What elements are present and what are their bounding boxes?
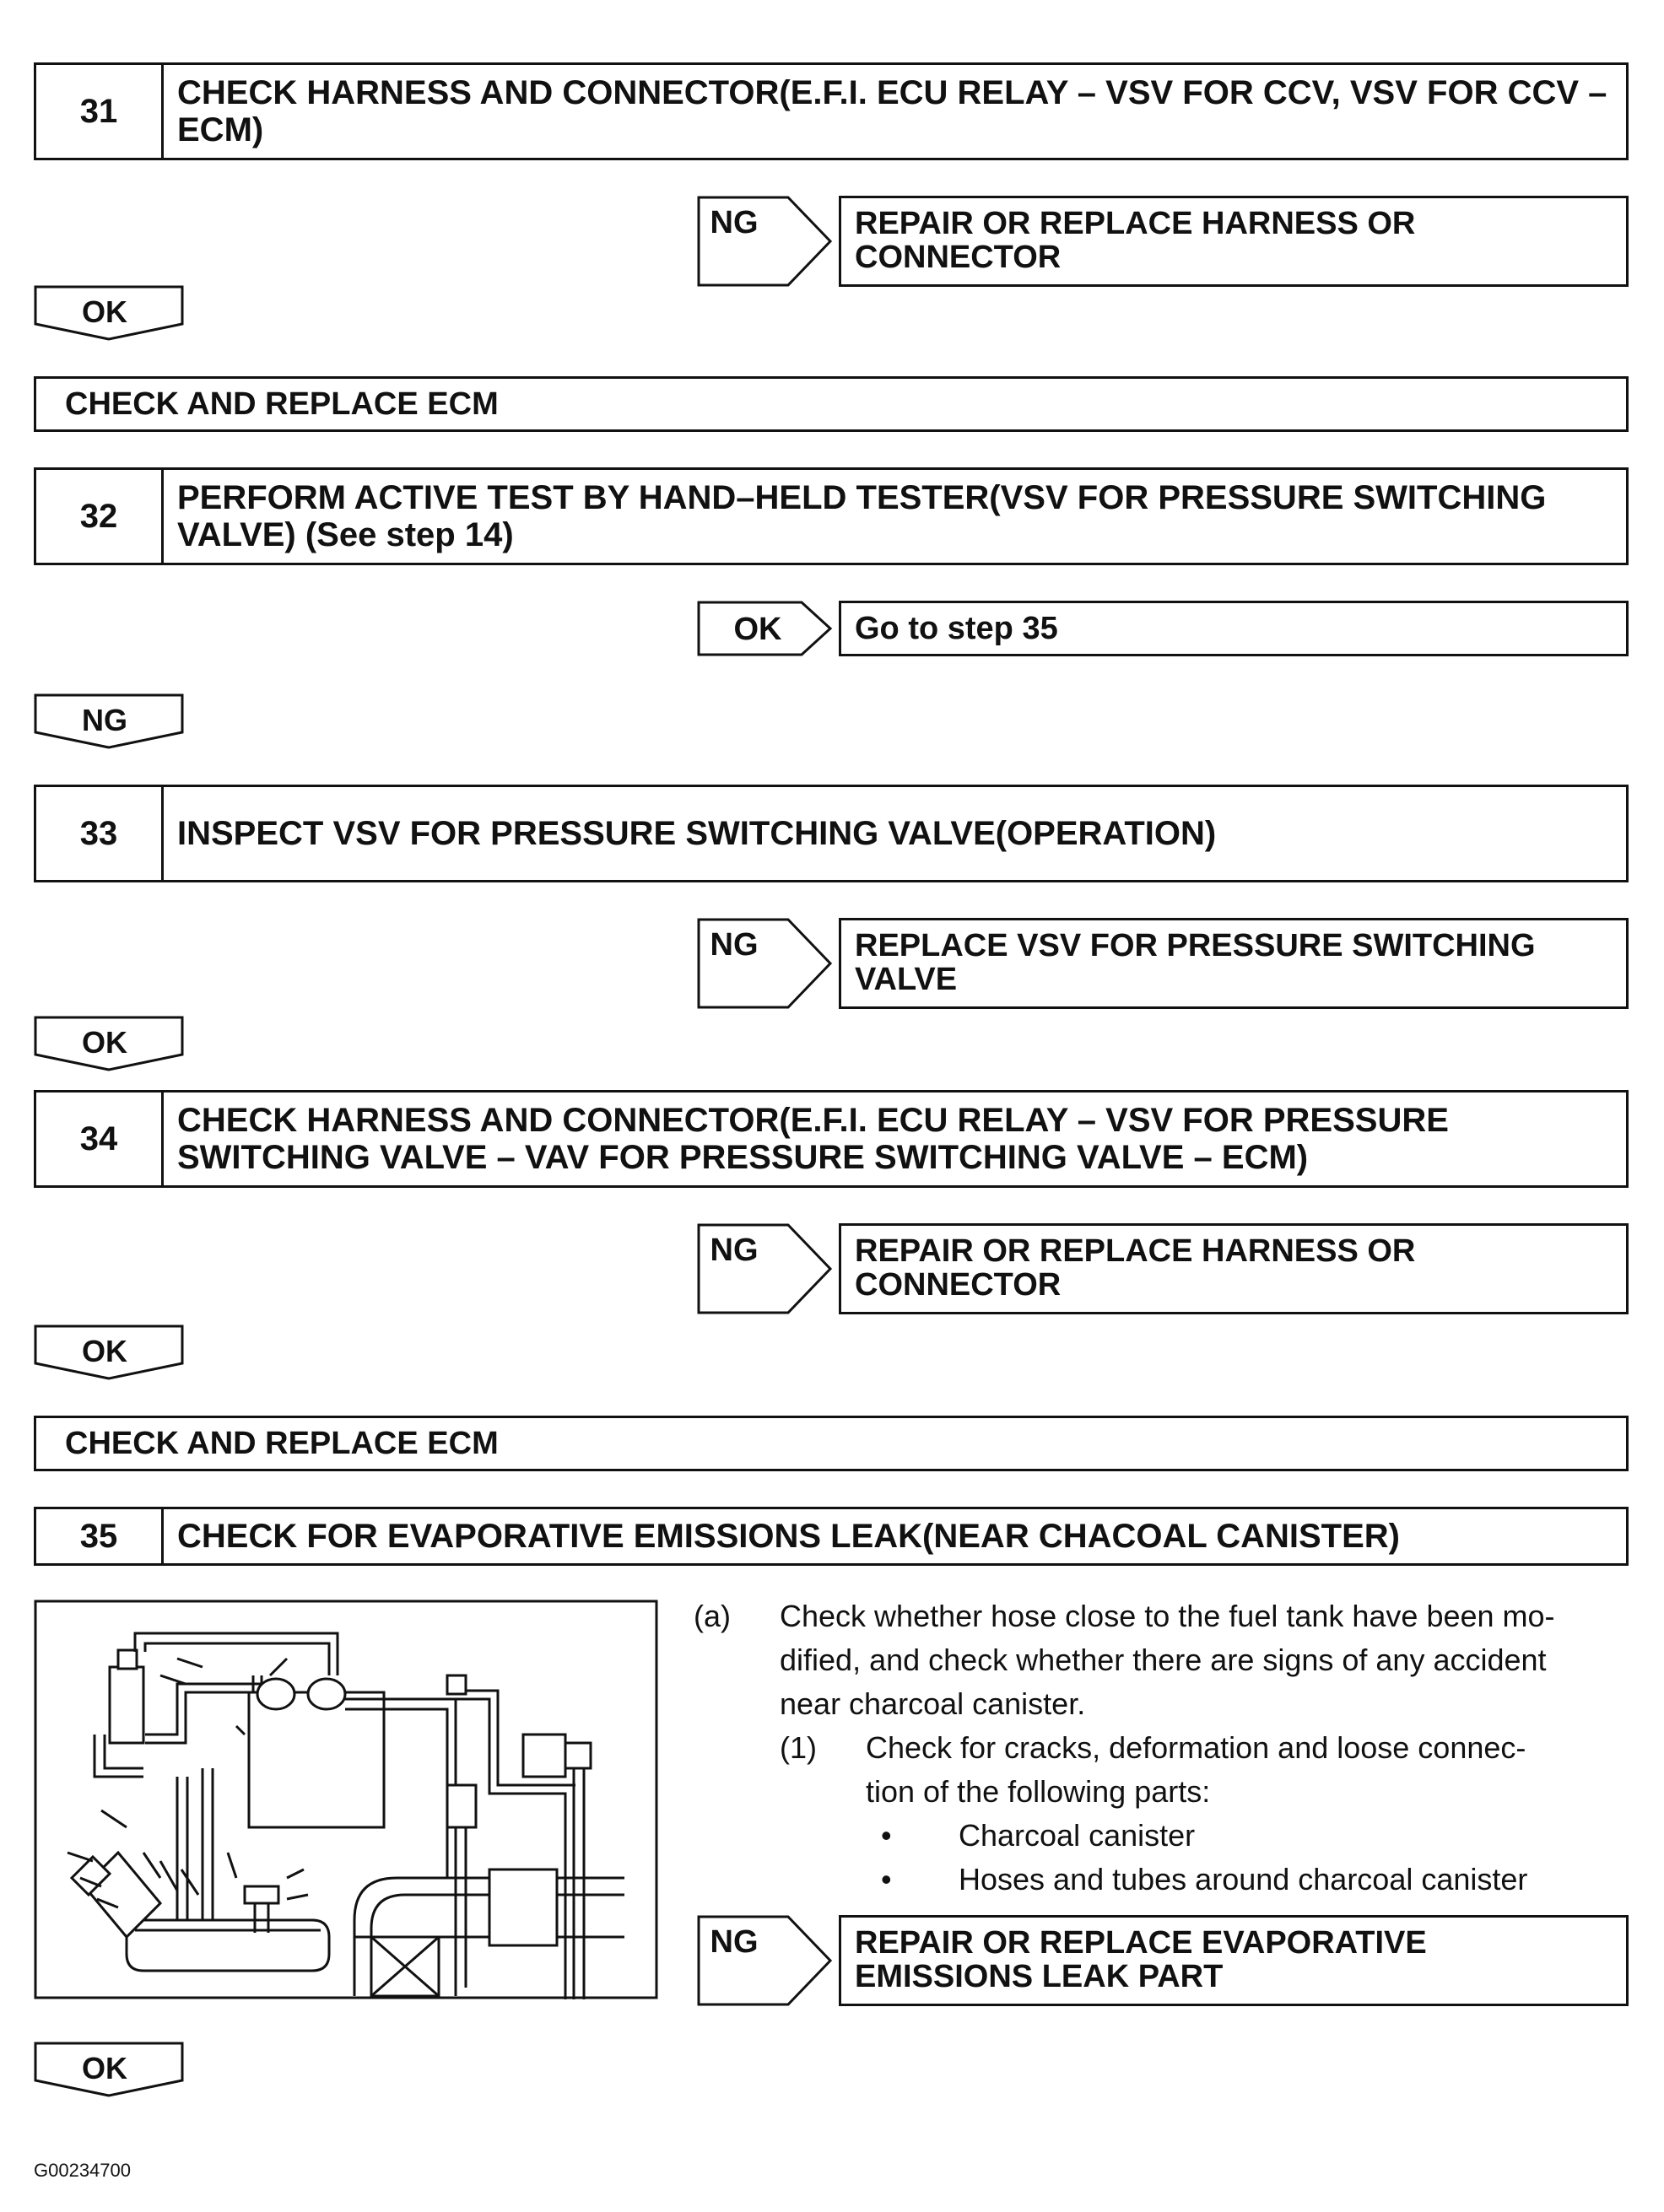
charcoal-canister-illustration bbox=[34, 1600, 658, 1999]
step-a-line: dified, and check whether there are signs of any accident bbox=[780, 1643, 1547, 1677]
step-32-header bbox=[34, 467, 1629, 565]
ng-down-arrow bbox=[34, 693, 186, 749]
step-title: CHECK HARNESS AND CONNECTOR(E.F.I. ECU RELAY – VSV FOR PRESSURE SWITCHING VALVE – VAV FOR PRESSURE SWITCHING VALVE – ECM) bbox=[177, 1102, 1449, 1176]
go-to-step-35-result bbox=[839, 601, 1629, 656]
ok-down-arrow bbox=[34, 285, 186, 341]
step-title: INSPECT VSV FOR PRESSURE SWITCHING VALVE(OPERATION) bbox=[177, 815, 1217, 852]
replace-vsv-result bbox=[839, 918, 1629, 1009]
step-number: 35 bbox=[36, 1509, 164, 1563]
step-34-header bbox=[34, 1090, 1629, 1188]
step-number: 32 bbox=[36, 470, 164, 563]
ng-label: NG bbox=[710, 927, 759, 963]
step-title: CHECK HARNESS AND CONNECTOR(E.F.I. ECU RELAY – VSV FOR CCV, VSV FOR CCV – ECM) bbox=[177, 74, 1607, 148]
ok-label: OK bbox=[82, 1334, 127, 1368]
bullet-icon: • bbox=[881, 1862, 892, 1896]
ok-label: OK bbox=[82, 294, 127, 329]
repair-harness-result bbox=[839, 1223, 1629, 1314]
ng-label: NG bbox=[710, 1233, 759, 1268]
result-line: CONNECTOR bbox=[855, 240, 1062, 275]
substep-1-line: tion of the following parts: bbox=[866, 1774, 1211, 1809]
result-line: EMISSIONS LEAK PART bbox=[855, 1959, 1224, 1994]
ok-label: OK bbox=[82, 1025, 127, 1060]
ok-down-arrow bbox=[34, 1325, 186, 1380]
step-title: CHECK FOR EVAPORATIVE EMISSIONS LEAK(NEAR CHACOAL CANISTER) bbox=[177, 1518, 1400, 1555]
ok-label: OK bbox=[733, 612, 782, 647]
result-line: REPLACE VSV FOR PRESSURE SWITCHING bbox=[855, 928, 1536, 963]
repair-evap-leak-result bbox=[839, 1915, 1629, 2006]
bullet-icon: • bbox=[881, 1818, 892, 1853]
ok-down-arrow bbox=[34, 1016, 186, 1071]
ok-down-arrow bbox=[34, 2042, 186, 2097]
substep-1-line: Check for cracks, deformation and loose connec- bbox=[866, 1730, 1526, 1765]
ng-label: NG bbox=[710, 205, 759, 240]
figure-id: G00234700 bbox=[34, 2160, 131, 2181]
substep-1-label: (1) bbox=[780, 1730, 817, 1765]
step-a-line: Check whether hose close to the fuel tank have been mo- bbox=[780, 1599, 1555, 1633]
repair-harness-result bbox=[839, 196, 1629, 287]
bullet-item: Charcoal canister bbox=[959, 1818, 1196, 1853]
ok-arrow-tag bbox=[697, 601, 834, 656]
step-33-header bbox=[34, 785, 1629, 882]
step-number: 33 bbox=[36, 787, 164, 880]
result-line: REPAIR OR REPLACE HARNESS OR bbox=[855, 206, 1416, 241]
result-line: VALVE bbox=[855, 962, 958, 997]
ng-arrow-tag bbox=[697, 918, 834, 1009]
instruction-block bbox=[685, 1594, 1630, 1898]
bullet-item: Hoses and tubes around charcoal canister bbox=[959, 1862, 1528, 1896]
check-replace-ecm-action: CHECK AND REPLACE ECM bbox=[34, 376, 1629, 432]
step-a-line: near charcoal canister. bbox=[780, 1686, 1086, 1721]
ng-arrow-tag bbox=[697, 1223, 834, 1314]
step-31-header bbox=[34, 62, 1629, 160]
result-line: REPAIR OR REPLACE EVAPORATIVE bbox=[855, 1925, 1427, 1961]
ng-arrow-tag bbox=[697, 1915, 834, 2006]
ok-label: OK bbox=[82, 2051, 127, 2085]
step-a-label: (a) bbox=[694, 1599, 731, 1633]
result-line: CONNECTOR bbox=[855, 1267, 1062, 1303]
step-title: PERFORM ACTIVE TEST BY HAND–HELD TESTER(VSV FOR PRESSURE SWITCHING VALVE) (See step 14) bbox=[177, 479, 1547, 553]
check-replace-ecm-action: CHECK AND REPLACE ECM bbox=[34, 1416, 1629, 1471]
step-number: 31 bbox=[36, 65, 164, 158]
ng-arrow-tag bbox=[697, 196, 834, 287]
step-number: 34 bbox=[36, 1093, 164, 1185]
result-line: Go to step 35 bbox=[855, 611, 1058, 646]
step-35-header bbox=[34, 1507, 1629, 1566]
ng-label: NG bbox=[710, 1924, 759, 1960]
ng-label: NG bbox=[82, 703, 127, 737]
result-line: REPAIR OR REPLACE HARNESS OR bbox=[855, 1233, 1416, 1269]
